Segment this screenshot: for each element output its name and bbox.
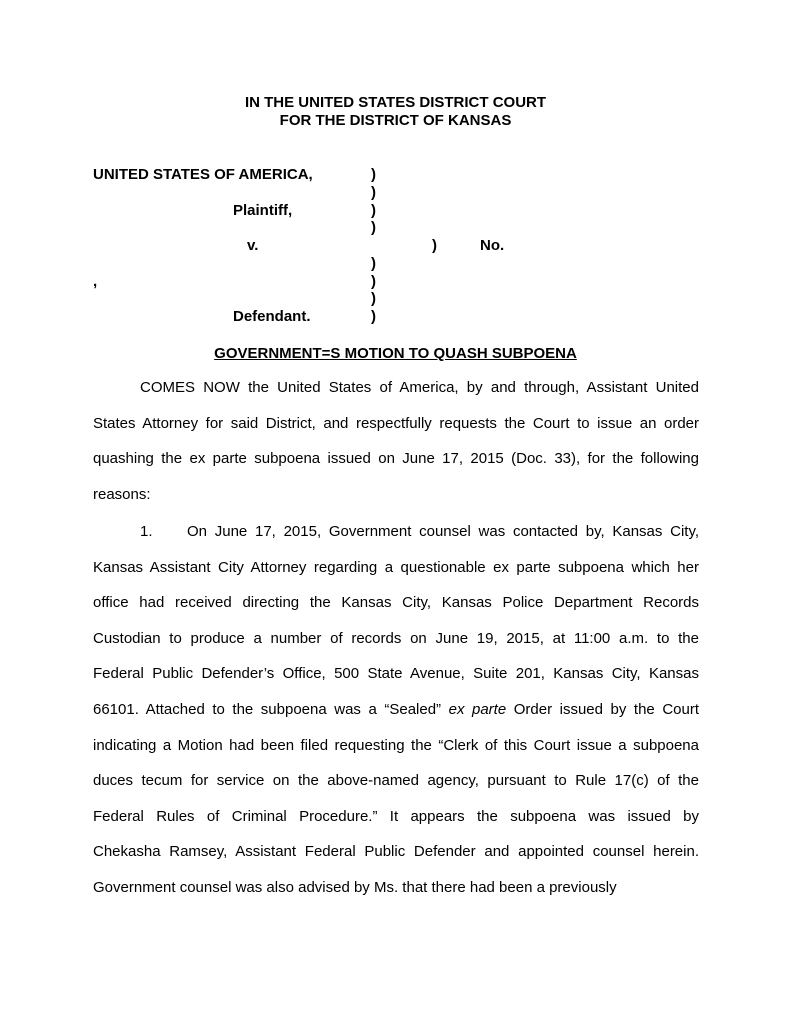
text-line: Federal Rules of Criminal Procedure.” It appears the subpoena was issued by [93, 807, 699, 825]
italic-text: ex parte [448, 701, 507, 718]
court-name: IN THE UNITED STATES DISTRICT COURT [244, 94, 547, 111]
defendant-name: , [93, 273, 98, 290]
caption-bracket: ) [371, 290, 376, 307]
caption-bracket: ) [371, 184, 376, 201]
text-line: Kansas Assistant City Attorney regarding a questionable ex parte subpoena which her [93, 558, 699, 576]
paragraph-number: 1. [140, 523, 153, 540]
case-number-label: No. [480, 237, 505, 254]
caption-bracket: ) [432, 237, 437, 254]
text-line: Custodian to produce a number of records on June 19, 2015, at 11:00 a.m. to the [93, 629, 699, 647]
text-line [93, 692, 699, 728]
text-segment: 66101. Attached to the subpoena was a “Sealed” [93, 701, 449, 718]
caption-bracket: ) [371, 255, 376, 272]
text-line: indicating a Motion had been filed requesting the “Clerk of this Court issue a subpoena [93, 736, 699, 754]
text-line: Federal Public Defender’s Office, 500 State Avenue, Suite 201, Kansas City, Kansas [93, 665, 699, 683]
versus: v. [247, 237, 259, 254]
text-line: COMES NOW the United States of America, by and through, Assistant United [140, 379, 699, 396]
plaintiff-label: Plaintiff, [233, 202, 293, 219]
caption-bracket: ) [371, 202, 376, 219]
text-line: quashing the ex parte subpoena issued on June 17, 2015 (Doc. 33), for the following [93, 450, 699, 468]
text-line: Chekasha Ramsey, Assistant Federal Public Defender and appointed counsel herein. [93, 843, 699, 861]
motion-title: GOVERNMENT=S MOTION TO QUASH SUBPOENA [214, 345, 577, 362]
defendant-label: Defendant. [233, 308, 311, 325]
text-line: office had received directing the Kansas City, Kansas Police Department Records [93, 594, 699, 612]
text-line: On June 17, 2015, Government counsel was contacted by, Kansas City, [187, 523, 699, 540]
text-line: duces tecum for service on the above-named agency, pursuant to Rule 17(c) of the [93, 772, 699, 790]
text-line: reasons: [93, 485, 151, 503]
text-line: Government counsel was also advised by Ms. that there had been a previously [93, 879, 617, 896]
caption-bracket: ) [371, 308, 376, 325]
court-district: FOR THE DISTRICT OF KANSAS [279, 112, 512, 129]
caption-bracket: ) [371, 219, 376, 236]
caption-bracket: ) [371, 166, 376, 183]
text-segment: Order issued by the Court [506, 701, 699, 718]
text-line: States Attorney for said District, and respectfully requests the Court to issue an order [93, 414, 699, 432]
caption-bracket: ) [371, 273, 376, 290]
plaintiff-party: UNITED STATES OF AMERICA, [93, 166, 313, 183]
